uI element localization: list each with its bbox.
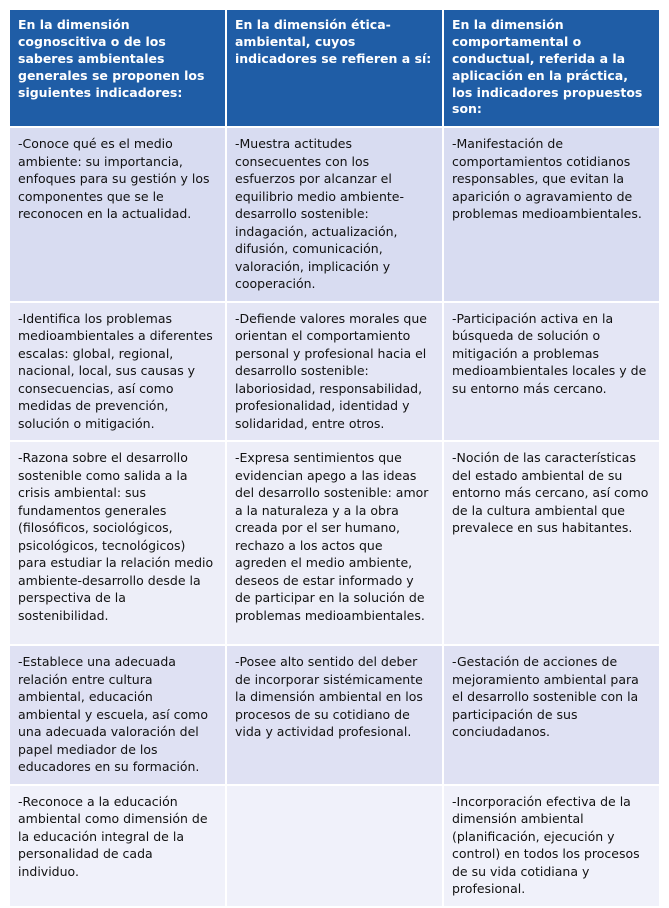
table-row bbox=[9, 441, 660, 645]
table-row bbox=[9, 127, 660, 302]
cell-r5-c2-empty bbox=[226, 785, 443, 907]
cell-r3-c3: -Noción de las características del estado ambiental de su entorno más cercano, así como de la cultura ambiental que prevalece en sus habitantes. bbox=[443, 441, 660, 645]
header-cell-etica-ambiental: En la dimensión ética-ambiental, cuyos indicadores se refieren a sí: bbox=[226, 9, 443, 127]
table-row bbox=[9, 785, 660, 907]
cell-r3-c1: -Razona sobre el desarrollo sostenible como salida a la crisis ambiental: sus fundamentos generales (filosóficos, sociológicos, psicológicos, tecnológicos) para estudiar la relación medio ambiente-desarrollo desde la perspectiva de la sostenibilidad. bbox=[9, 441, 226, 645]
cell-r2-c1: -Identifica los problemas medioambientales a diferentes escalas: global, regional, nacional, local, sus causas y consecuencias, así como medidas de prevención, solución o mitigación. bbox=[9, 302, 226, 442]
cell-r3-c2: -Expresa sentimientos que evidencian apego a las ideas del desarrollo sostenible: amor a la naturaleza y a la obra creada por el ser humano, rechazo a los actos que agreden el medio ambiente, deseos de estar informado y de participar en la solución de problemas medioambientales. bbox=[226, 441, 443, 645]
cell-r1-c3: -Manifestación de comportamientos cotidianos responsables, que evitan la aparición o agravamiento de problemas medioambientales. bbox=[443, 127, 660, 302]
cell-r2-c2: -Defiende valores morales que orientan el comportamiento personal y profesional hacia el desarrollo sostenible: laboriosidad, responsabilidad, profesionalidad, identidad y solidaridad, entre otros. bbox=[226, 302, 443, 442]
indicators-table bbox=[8, 8, 661, 908]
table-row bbox=[9, 645, 660, 785]
cell-r4-c1: -Establece una adecuada relación entre cultura ambiental, educación ambiental y escuela, así como una adecuada valoración del papel mediador de los educadores en su formación. bbox=[9, 645, 226, 785]
cell-r4-c3: -Gestación de acciones de mejoramiento ambiental para el desarrollo sostenible con la participación de sus conciudadanos. bbox=[443, 645, 660, 785]
cell-r4-c2: -Posee alto sentido del deber de incorporar sistémicamente la dimensión ambiental en los procesos de su cotidiano de vida y actividad profesional. bbox=[226, 645, 443, 785]
cell-r5-c1: -Reconoce a la educación ambiental como dimensión de la educación integral de la personalidad de cada individuo. bbox=[9, 785, 226, 907]
table-row bbox=[9, 302, 660, 442]
header-cell-cognoscitiva: En la dimensión cognoscitiva o de los saberes ambientales generales se proponen los siguientes indicadores: bbox=[9, 9, 226, 127]
cell-r2-c3: -Participación activa en la búsqueda de solución o mitigación a problemas medioambientales locales y de su entorno más cercano. bbox=[443, 302, 660, 442]
cell-r1-c2: -Muestra actitudes consecuentes con los esfuerzos por alcanzar el equilibrio medio ambiente-desarrollo sostenible: indagación, actualización, difusión, comunicación, valoración, implicación y cooperación. bbox=[226, 127, 443, 302]
cell-r1-c1: -Conoce qué es el medio ambiente: su importancia, enfoques para su gestión y los componentes que se le reconocen en la actualidad. bbox=[9, 127, 226, 302]
cell-r5-c3: -Incorporación efectiva de la dimensión ambiental (planificación, ejecución y control) en todos los procesos de su vida cotidiana y profesional. bbox=[443, 785, 660, 907]
header-row bbox=[9, 9, 660, 127]
header-cell-comportamental: En la dimensión comportamental o conductual, referida a la aplicación en la práctica, los indicadores propuestos son: bbox=[443, 9, 660, 127]
